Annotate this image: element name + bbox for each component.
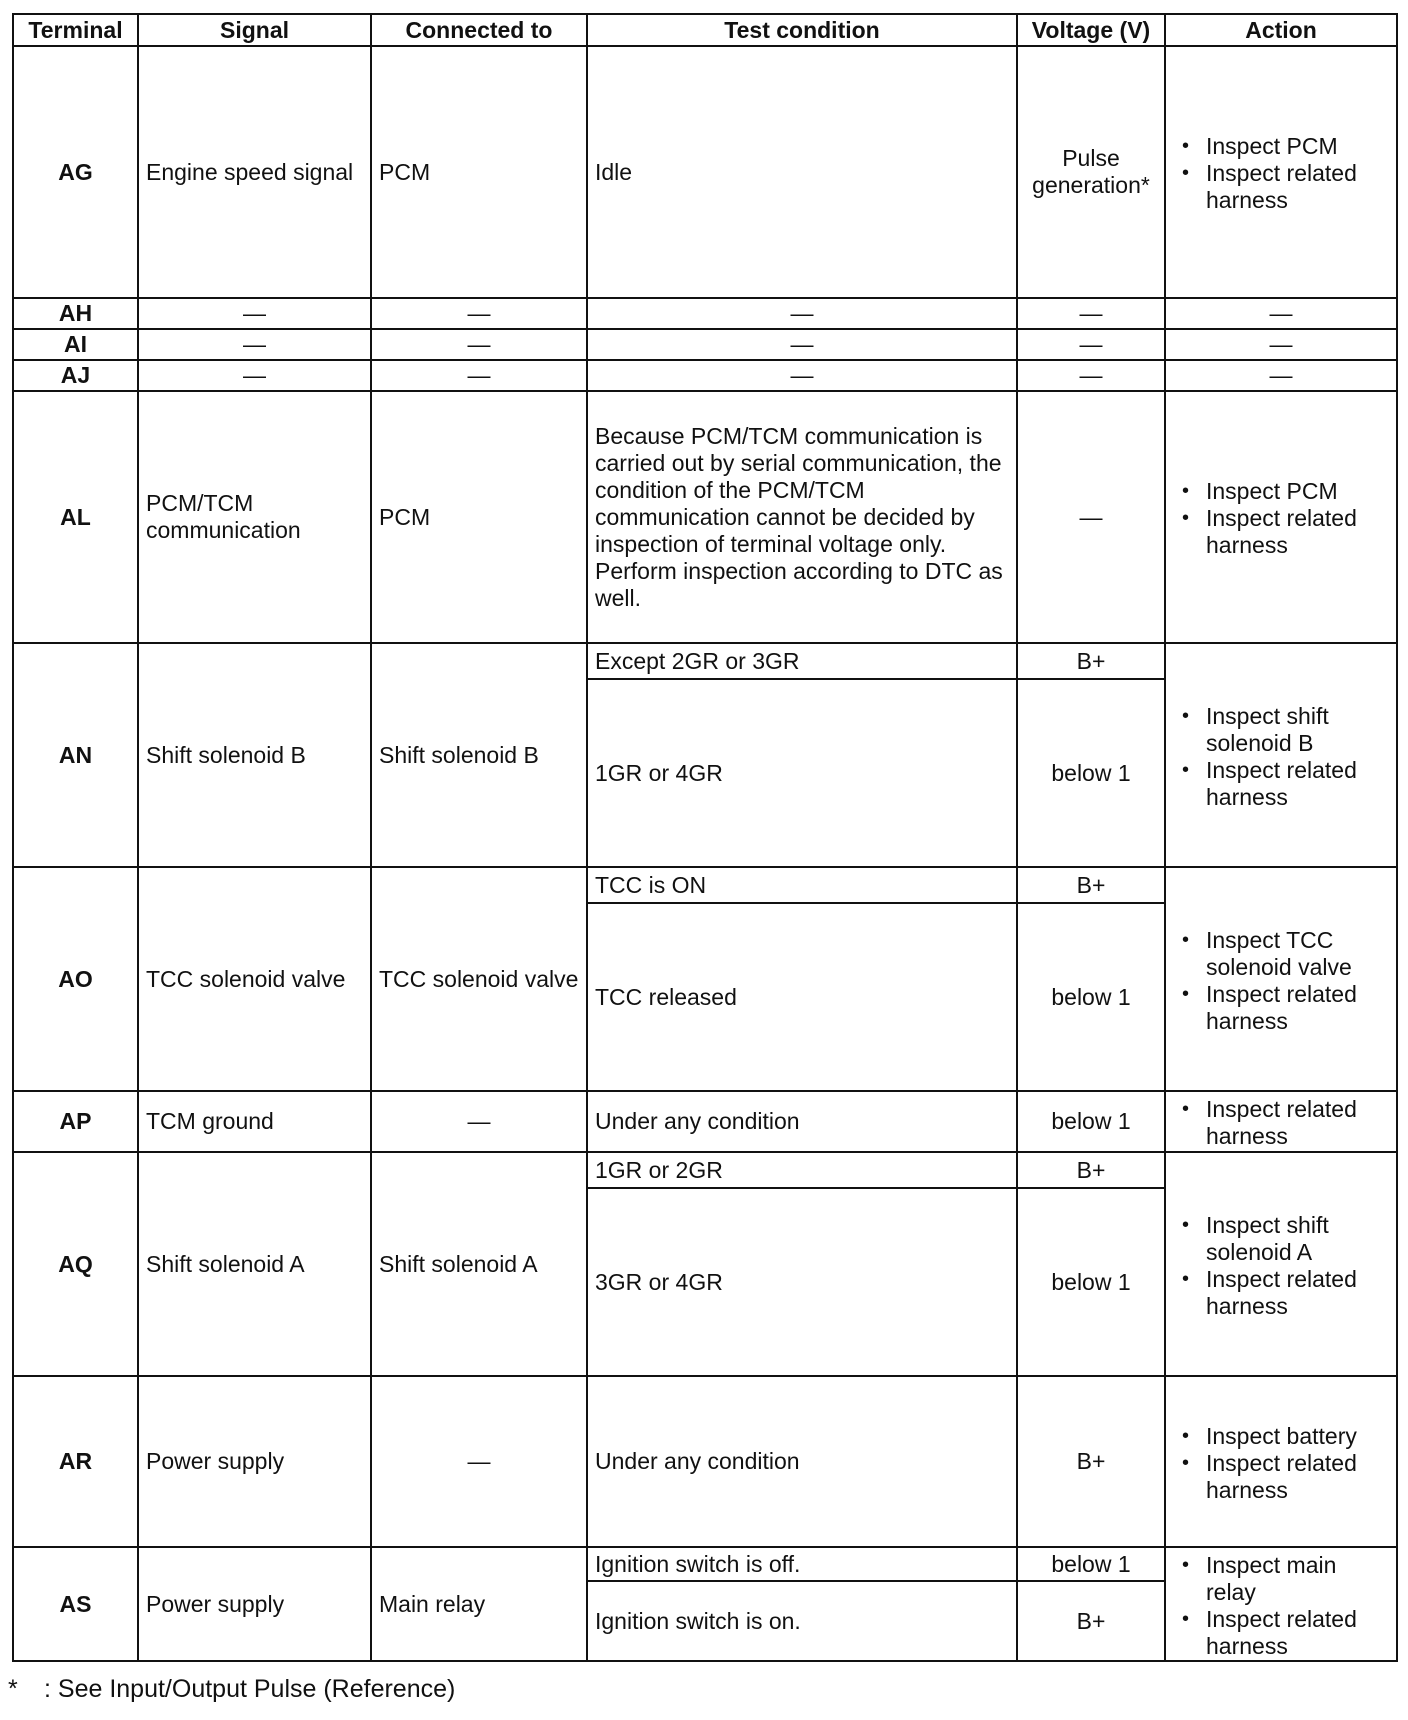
action-list [1172,1096,1390,1150]
action-cell: — [1165,298,1397,329]
header-test-condition: Test condition [587,14,1017,46]
header-terminal: Terminal [13,14,138,46]
action-cell [1165,1547,1397,1661]
bullet-icon: • [1182,507,1190,529]
voltage-cell: below 1 [1017,903,1165,1091]
signal-cell: TCM ground [138,1091,371,1152]
signal-cell: — [138,329,371,360]
test-condition-cell: Except 2GR or 3GR [587,643,1017,679]
action-cell: — [1165,329,1397,360]
signal-cell: Shift solenoid B [138,643,371,867]
action-item: • Inspect battery [1182,1422,1357,1449]
terminal-cell: AR [13,1376,138,1547]
table-row [13,1376,1397,1547]
table-header-row [13,14,1397,46]
action-item: • Inspect shift solenoid B [1182,702,1329,756]
signal-cell: — [138,360,371,391]
signal-cell: Shift solenoid A [138,1152,371,1376]
terminal-cell: AN [13,643,138,867]
signal-cell: — [138,298,371,329]
table-row [13,46,1397,298]
connected-to-cell: — [371,329,587,360]
connected-to-cell: Main relay [371,1547,587,1661]
terminal-cell: AH [13,298,138,329]
action-item: • Inspect PCM [1182,478,1338,504]
table-row [13,1547,1397,1581]
voltage-cell: B+ [1017,643,1165,679]
action-item: • Inspect PCM [1182,133,1338,159]
table-row [13,867,1397,903]
test-condition-cell: 3GR or 4GR [587,1188,1017,1376]
bullet-icon: • [1182,1267,1190,1290]
connected-to-cell: Shift solenoid B [371,643,587,867]
table-row [13,329,1397,360]
terminal-cell: AJ [13,360,138,391]
test-condition-cell: — [587,298,1017,329]
action-item: • Inspect related harness [1182,1265,1357,1319]
test-condition-cell: TCC is ON [587,867,1017,903]
terminal-cell: AQ [13,1152,138,1376]
bullet-icon: • [1182,704,1190,727]
action-cell [1165,46,1397,298]
header-signal: Signal [138,14,371,46]
voltage-cell: — [1017,391,1165,643]
voltage-cell: B+ [1017,1376,1165,1547]
bullet-icon: • [1182,1607,1190,1630]
test-condition-cell: 1GR or 4GR [587,679,1017,867]
test-condition-cell: TCC released [587,903,1017,1091]
bullet-icon: • [1182,1213,1190,1236]
connected-to-cell: TCC solenoid valve [371,867,587,1091]
bullet-icon: • [1182,758,1190,781]
action-cell [1165,391,1397,643]
bullet-icon: • [1182,135,1190,157]
action-list [1172,1423,1390,1504]
action-cell [1165,1152,1397,1376]
test-condition-cell: — [587,360,1017,391]
signal-cell: Power supply [138,1547,371,1661]
voltage-cell: B+ [1017,867,1165,903]
table-row [13,1152,1397,1188]
action-item: • Inspect related harness [1182,505,1357,558]
signal-cell: PCM/TCM communication [138,391,371,643]
table-row [13,298,1397,329]
connected-to-cell: — [371,298,587,329]
action-item: • Inspect related harness [1182,160,1357,213]
test-condition-cell: Under any condition [587,1091,1017,1152]
terminal-cell: AS [13,1547,138,1661]
action-item: • Inspect main relay [1182,1551,1337,1605]
voltage-cell: — [1017,329,1165,360]
bullet-icon: • [1182,1424,1190,1447]
header-action: Action [1165,14,1397,46]
action-list [1172,1212,1390,1320]
footnote-text: : See Input/Output Pulse (Reference) [44,1675,456,1703]
table-row [13,391,1397,643]
test-condition-cell: Ignition switch is off. [587,1547,1017,1581]
table-row [13,1091,1397,1152]
action-cell [1165,867,1397,1091]
connected-to-cell: — [371,1091,587,1152]
action-list [1172,478,1390,559]
terminal-cell: AG [13,46,138,298]
bullet-icon: • [1182,1553,1190,1576]
header-connected-to: Connected to [371,14,587,46]
action-cell: — [1165,360,1397,391]
test-condition-cell: — [587,329,1017,360]
bullet-icon: • [1182,982,1190,1005]
voltage-cell: B+ [1017,1581,1165,1661]
table-row [13,643,1397,679]
terminal-voltage-table [12,13,1398,1662]
action-cell [1165,1091,1397,1152]
terminal-cell: AI [13,329,138,360]
connected-to-cell: — [371,360,587,391]
connected-to-cell: PCM [371,391,587,643]
action-list [1172,1552,1390,1660]
header-voltage: Voltage (V) [1017,14,1165,46]
action-list [1172,133,1390,214]
action-cell [1165,1376,1397,1547]
connected-to-cell: PCM [371,46,587,298]
bullet-icon: • [1182,928,1190,951]
connected-to-cell: — [371,1376,587,1547]
table-row [13,360,1397,391]
voltage-cell: B+ [1017,1152,1165,1188]
action-item: • Inspect related harness [1182,1096,1357,1149]
voltage-cell: below 1 [1017,1188,1165,1376]
action-item: • Inspect TCC solenoid valve [1182,926,1352,980]
terminal-voltage-table-sheet [12,13,1396,1662]
action-list [1172,703,1390,811]
bullet-icon: • [1182,1451,1190,1474]
test-condition-cell: Under any condition [587,1376,1017,1547]
action-cell [1165,643,1397,867]
test-condition-cell: Because PCM/TCM communication is carried out by serial communication, the condition of the PCM/TCM communication cannot be decided by inspection of terminal voltage only. Perform inspection according to DTC as well. [587,391,1017,643]
footnote [8,1674,455,1704]
action-item: • Inspect shift solenoid A [1182,1211,1329,1265]
voltage-cell: — [1017,298,1165,329]
signal-cell: Engine speed signal [138,46,371,298]
test-condition-cell: Idle [587,46,1017,298]
action-item: • Inspect related harness [1182,1449,1357,1503]
action-list [1172,927,1390,1035]
voltage-cell: below 1 [1017,1547,1165,1581]
signal-cell: TCC solenoid valve [138,867,371,1091]
test-condition-cell: Ignition switch is on. [587,1581,1017,1661]
terminal-cell: AO [13,867,138,1091]
terminal-cell: AL [13,391,138,643]
voltage-cell: — [1017,360,1165,391]
voltage-cell: Pulse generation* [1017,46,1165,298]
voltage-cell: below 1 [1017,679,1165,867]
signal-cell: Power supply [138,1376,371,1547]
action-item: • Inspect related harness [1182,756,1357,810]
terminal-cell: AP [13,1091,138,1152]
test-condition-cell: 1GR or 2GR [587,1152,1017,1188]
action-item: • Inspect related harness [1182,980,1357,1034]
bullet-icon: • [1182,1098,1190,1120]
footnote-asterisk: * [8,1675,18,1703]
voltage-cell: below 1 [1017,1091,1165,1152]
bullet-icon: • [1182,480,1190,502]
action-item: • Inspect related harness [1182,1605,1357,1659]
bullet-icon: • [1182,162,1190,184]
connected-to-cell: Shift solenoid A [371,1152,587,1376]
